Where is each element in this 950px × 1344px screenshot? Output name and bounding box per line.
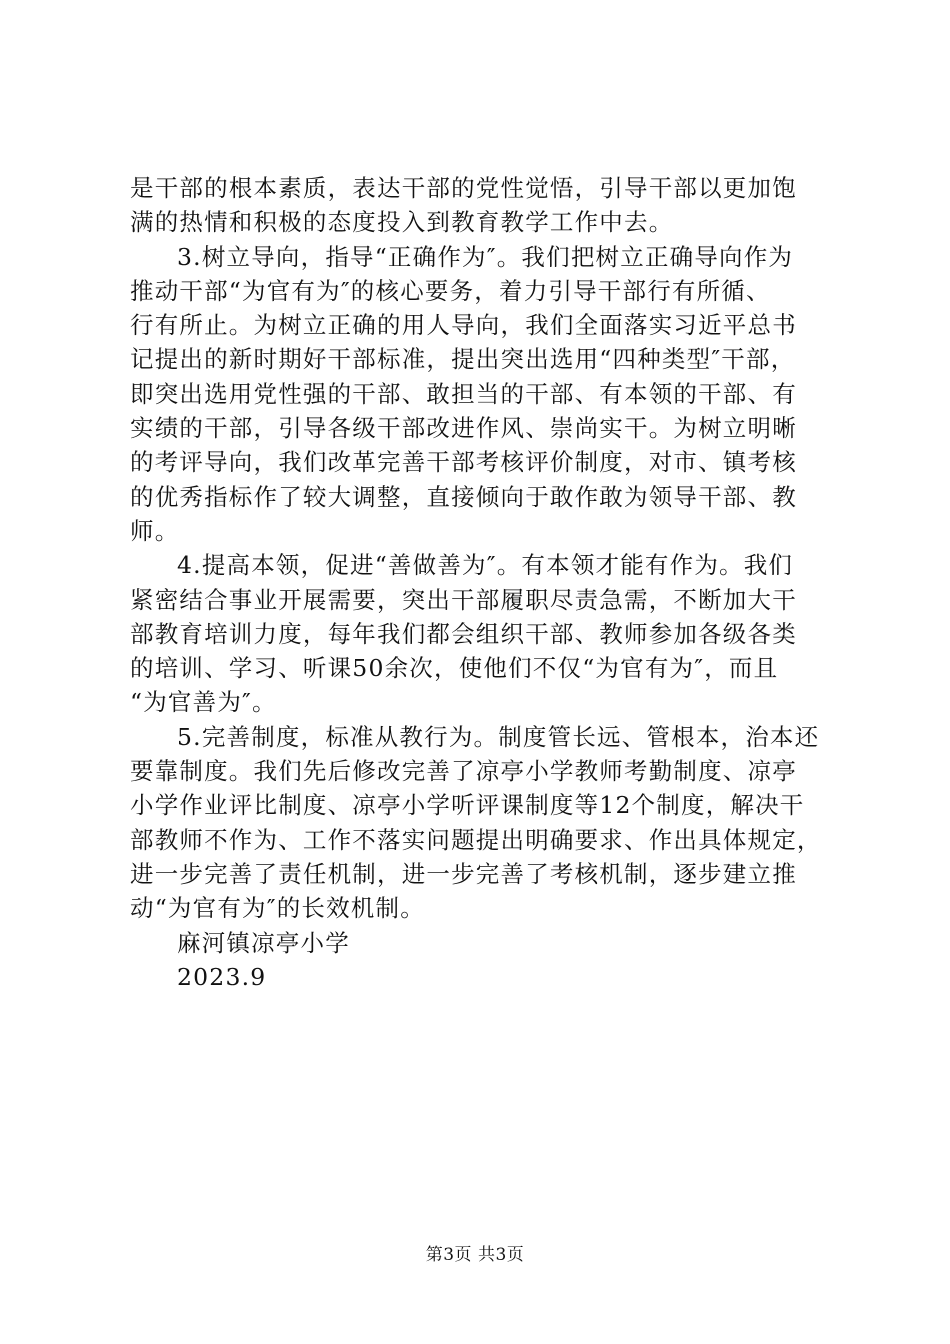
text-line: 进一步完善了责任机制，进一步完善了考核机制，逐步建立推: [130, 859, 797, 888]
text-line: 即突出选用党性强的干部、敢担当的干部、有本领的干部、有: [130, 379, 797, 408]
text-line: 记提出的新时期好干部标准，提出突出选用“四种类型″干部，: [130, 345, 796, 374]
text-line: “为官善为″。: [130, 688, 277, 717]
text-line: 部教育培训力度，每年我们都会组织干部、教师参加各级各类: [130, 619, 797, 648]
text-line: 行有所止。为树立正确的用人导向，我们全面落实习近平总书: [130, 311, 797, 340]
text-line: 紧密结合事业开展需要，突出干部履职尽责急需，不断加大干: [130, 585, 797, 614]
signature-organization: 麻河镇凉亭小学: [177, 928, 350, 957]
text-line: 推动干部“为官有为″的核心要务，着力引导干部行有所循、: [130, 276, 771, 305]
text-line: 小学作业评比制度、凉亭小学听评课制度等12个制度，解决干: [130, 791, 805, 820]
text-line: 是干部的根本素质，表达干部的党性觉悟，引导干部以更加饱: [130, 174, 797, 202]
text-line: 的培训、学习、听课50余次，使他们不仅“为官有为″，而且: [130, 654, 779, 683]
text-line: 师。: [130, 516, 180, 545]
document-body: [130, 171, 870, 994]
signature-date: 2023.9: [177, 962, 267, 991]
page-number-footer: 第3页 共3页: [425, 1245, 525, 1265]
text-line: 部教师不作为、工作不落实问题提出明确要求、作出具体规定，: [130, 825, 822, 854]
section-4-heading-line: 4.提高本领，促进“善做善为″。有本领才能有作为。我们: [177, 551, 794, 580]
section-5-heading-line: 5.完善制度，标准从教行为。制度管长远、管根本，治本还: [177, 722, 820, 751]
text-line: 实绩的干部，引导各级干部改进作风、崇尚实干。为树立明晰: [130, 414, 797, 443]
text-line: 动“为官有为″的长效机制。: [130, 894, 425, 923]
section-3-heading-line: 3.树立导向，指导“正确作为″。我们把树立正确导向作为: [177, 242, 794, 271]
text-line: 要靠制度。我们先后修改完善了凉亭小学教师考勤制度、凉亭: [130, 757, 797, 786]
text-line: 的优秀指标作了较大调整，直接倾向于敢作敢为领导干部、教: [130, 482, 797, 511]
text-line: 的考评导向，我们改革完善干部考核评价制度，对市、镇考核: [130, 448, 797, 477]
text-line: 满的热情和积极的态度投入到教育教学工作中去。: [130, 208, 674, 237]
